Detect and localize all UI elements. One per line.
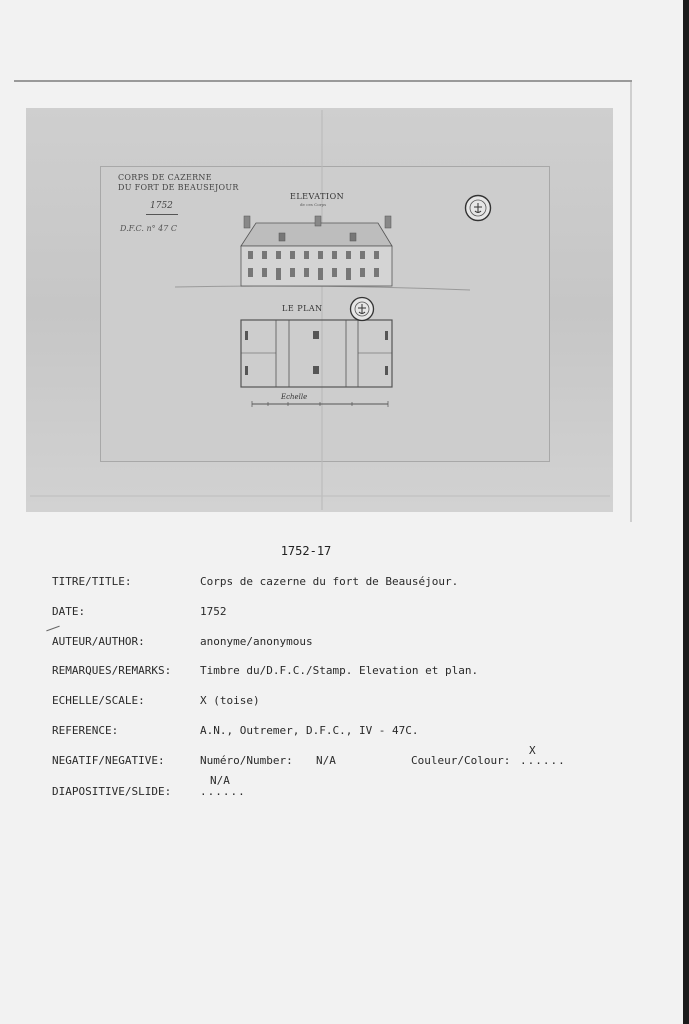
sheet-title-line: CORPS DE CAZERNE xyxy=(118,173,212,182)
field-value: 1752 xyxy=(200,605,227,618)
field-value: X (toise) xyxy=(200,694,260,707)
archive-stamp xyxy=(349,296,375,322)
divider xyxy=(146,214,178,215)
field-label: REMARQUES/REMARKS: xyxy=(52,664,172,677)
field-value: Timbre du/D.F.C./Stamp. Elevation et plan. xyxy=(200,664,479,677)
sheet-reference: D.F.C. n° 47 C xyxy=(120,224,177,233)
slide-value: N/A xyxy=(210,774,230,787)
elevation-sublabel: de ces Corps xyxy=(300,202,327,207)
field-value: anonyme/anonymous xyxy=(200,635,313,648)
field-label: DATE: xyxy=(52,605,86,618)
colour-label: Couleur/Colour: xyxy=(411,754,511,767)
field-label: NEGATIF/NEGATIVE: xyxy=(52,754,165,767)
number-value: N/A xyxy=(316,754,336,767)
elevation-label: ELEVATION xyxy=(290,192,345,201)
number-label: Numéro/Number: xyxy=(200,754,293,767)
scale-label: Echelle xyxy=(281,393,308,401)
sheet-title-line: DU FORT DE BEAUSEJOUR xyxy=(118,183,239,192)
field-label: AUTEUR/AUTHOR: xyxy=(52,635,145,648)
colour-dots: ...... xyxy=(520,754,566,767)
field-label: DIAPOSITIVE/SLIDE: xyxy=(52,785,172,798)
slide-dots: ...... xyxy=(200,785,246,798)
field-label: REFERENCE: xyxy=(52,724,119,737)
archive-stamp xyxy=(464,194,492,222)
field-value: A.N., Outremer, D.F.C., IV - 47C. xyxy=(200,724,419,737)
plan-label: LE PLAN xyxy=(282,304,323,313)
sheet-title xyxy=(118,173,268,193)
colour-value: X xyxy=(529,744,536,757)
field-label: TITRE/TITLE: xyxy=(52,575,132,588)
field-label: ECHELLE/SCALE: xyxy=(52,694,145,707)
catalog-number: 1752-17 xyxy=(280,544,332,558)
field-value: Corps de cazerne du fort de Beauséjour. xyxy=(200,575,459,588)
sheet-year: 1752 xyxy=(150,201,173,211)
